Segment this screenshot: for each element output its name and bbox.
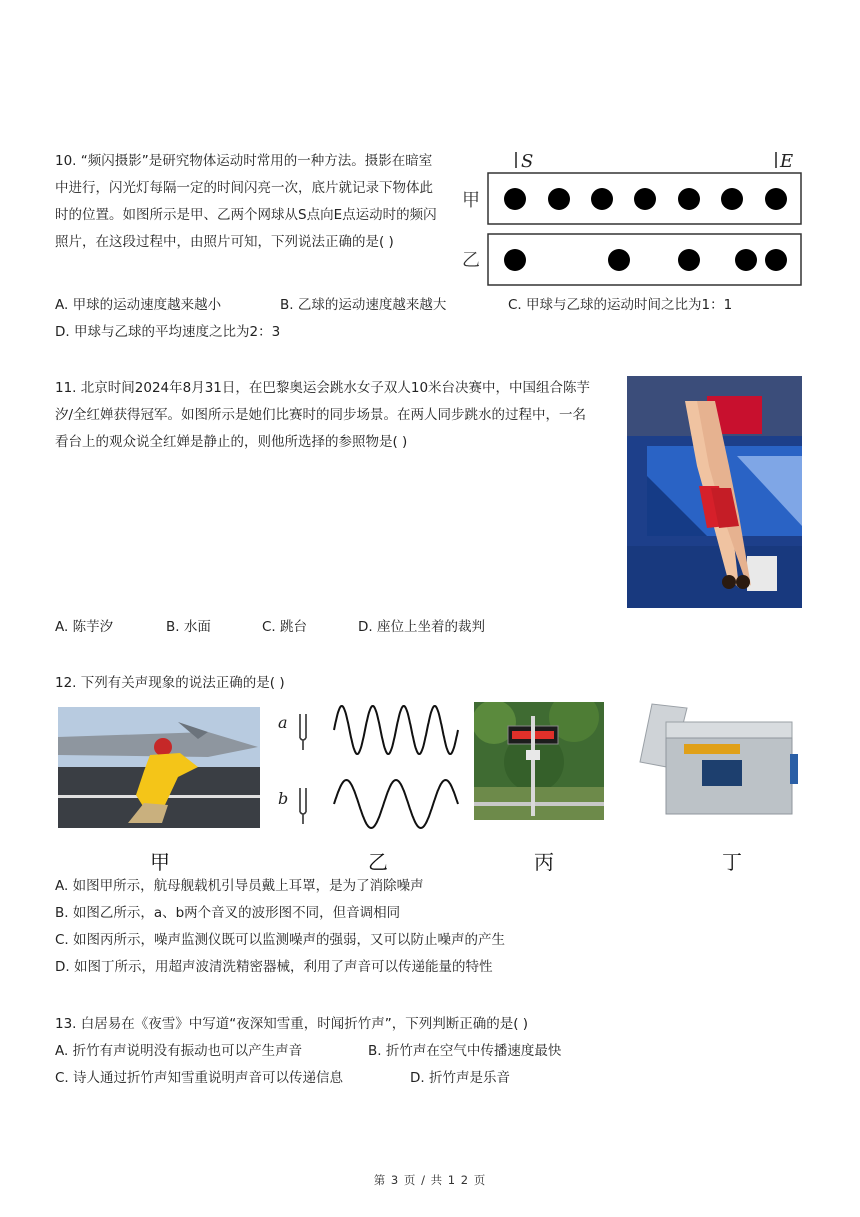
q11-line-1: 11. 北京时间2024年8月31日，在巴黎奥运会跳水女子双人10米台决赛中，中国组合陈芋: [55, 380, 591, 396]
q10-option-a: A. 甲球的运动速度越来越小: [55, 297, 222, 313]
figure-caption-yi: 乙: [368, 850, 388, 874]
q10-option-c: C. 甲球与乙球的运动时间之比为1：1: [508, 297, 733, 313]
q10-line-4: 照片，在这段过程中，由照片可知，下列说法正确的是( ): [55, 234, 394, 250]
page-footer: 第 3 页 / 共 1 2 页: [373, 1173, 487, 1187]
tuning-fork-waveforms: [270, 700, 465, 832]
q13-option-d: D. 折竹声是乐音: [410, 1070, 510, 1086]
ball-row-a: [504, 188, 787, 210]
diving-photo: [627, 376, 802, 608]
q10-option-d: D. 甲球与乙球的平均速度之比为2：3: [55, 324, 281, 340]
q10-option-b: B. 乙球的运动速度越来越大: [280, 297, 447, 313]
row-label-a: 甲: [462, 190, 480, 211]
q10-line-3: 时的位置。如图所示是甲、乙两个网球从S点向E点运动时的频闪: [55, 207, 437, 223]
q13-option-c: C. 诗人通过折竹声知雪重说明声音可以传递信息: [55, 1070, 344, 1086]
q12-option-d: D. 如图丁所示，用超声波清洗精密器械，利用了声音可以传递能量的特性: [55, 959, 493, 975]
q10-line-2: 中进行，闪光灯每隔一定的时间闪亮一次，底片就记录下物体此: [55, 180, 433, 196]
q12-line-1: 12. 下列有关声现象的说法正确的是( ): [55, 675, 285, 691]
figure-caption-bing: 丙: [534, 850, 554, 874]
label-s: S: [521, 151, 534, 172]
label-e: E: [780, 151, 794, 172]
carrier-deck-photo: [58, 707, 260, 828]
waveform-b: [334, 780, 458, 828]
figure-caption-ding: 丁: [722, 850, 742, 874]
q13-line-1: 13. 白居易在《夜雪》中写道“夜深知雪重，时闻折竹声”，下列判断正确的是( ): [55, 1016, 529, 1032]
q13-option-b: B. 折竹声在空气中传播速度最快: [368, 1043, 562, 1059]
tuning-fork-a-icon: [300, 714, 306, 750]
tuning-fork-b-icon: [300, 788, 306, 824]
waveform-a: [334, 706, 458, 754]
q12-option-a: A. 如图甲所示，航母舰载机引导员戴上耳罩，是为了消除噪声: [55, 878, 424, 894]
figure-caption-jia: 甲: [150, 850, 170, 874]
q11-option-b: B. 水面: [166, 619, 211, 635]
q12-option-b: B. 如图乙所示，a、b两个音叉的波形图不同，但音调相同: [55, 905, 401, 921]
q10-line-1: 10. “频闪摄影”是研究物体运动时常用的一种方法。摄影在暗室: [55, 153, 433, 169]
noise-monitor-photo: [474, 702, 604, 820]
fork-label-b: b: [278, 789, 289, 808]
q11-option-d: D. 座位上坐着的裁判: [358, 619, 485, 635]
ultrasonic-cleaner-photo: [632, 702, 802, 820]
q11-line-3: 看台上的观众说全红婵是静止的，则他所选择的参照物是( ): [55, 434, 408, 450]
fork-label-a: a: [278, 713, 288, 732]
q11-option-c: C. 跳台: [262, 619, 308, 635]
row-label-b: 乙: [462, 250, 480, 271]
q11-option-a: A. 陈芋汐: [55, 619, 114, 635]
ball-row-b: [504, 249, 787, 271]
q12-option-c: C. 如图丙所示，噪声监测仪既可以监测噪声的强弱，又可以防止噪声的产生: [55, 932, 506, 948]
q13-option-a: A. 折竹有声说明没有振动也可以产生声音: [55, 1043, 303, 1059]
strobe-photo-figure: [460, 146, 806, 292]
q11-line-2: 汐/全红婵获得冠军。如图所示是她们比赛时的同步场景。在两人同步跳水的过程中，一名: [55, 407, 587, 423]
